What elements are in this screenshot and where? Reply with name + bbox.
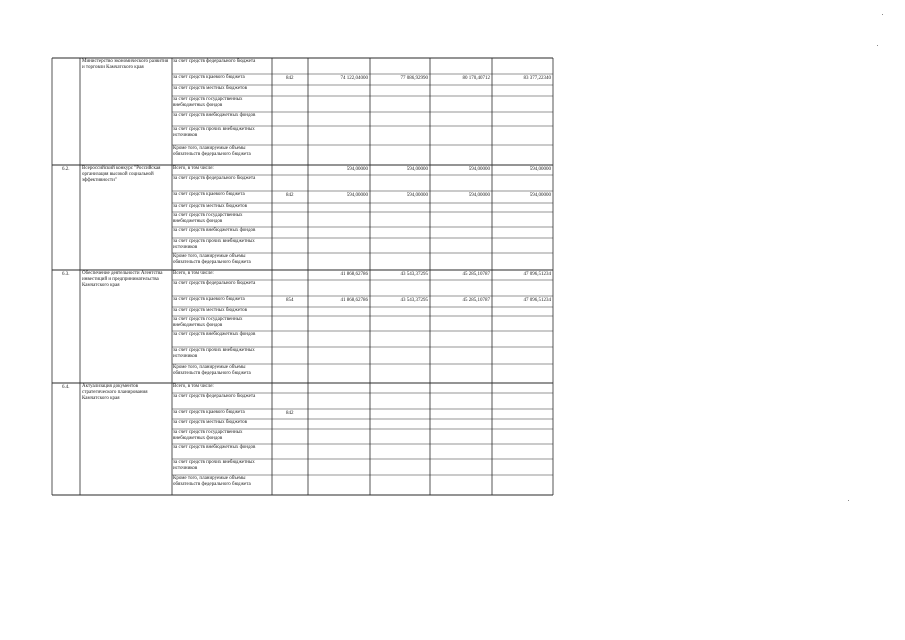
- row-number: 6.3.: [62, 272, 70, 277]
- scan-speck: [877, 45, 878, 46]
- budget-code: 842: [286, 76, 294, 81]
- budget-code: 854: [286, 298, 294, 303]
- source-label: Всего, в том числе:: [173, 384, 214, 389]
- scan-speck: [882, 14, 883, 15]
- amount-value: 45 285,10787: [462, 272, 490, 277]
- source-label: Всего, в том числе:: [173, 166, 214, 171]
- source-label: Кроме того, планируемые объемы обязательств федерального бюджета: [173, 146, 251, 157]
- amount-value: 43 543,37295: [400, 298, 428, 303]
- amount-value: 594,00000: [346, 167, 368, 172]
- source-label: за счет средств краевого бюджета: [173, 297, 245, 302]
- scan-speck: [848, 500, 849, 501]
- source-label: за счет средств внебюджетных фондов: [173, 445, 256, 450]
- amount-value: 594,00000: [406, 167, 428, 172]
- source-label: за счет средств внебюджетных фондов: [173, 228, 256, 233]
- source-label: за счет средств государственных внебюджетных фондов: [173, 430, 243, 441]
- amount-value: 41 868,62786: [340, 272, 368, 277]
- amount-value: 594,00000: [529, 193, 551, 198]
- source-label: за счет средств краевого бюджета: [173, 410, 245, 415]
- source-label: за счет средств прочих внебюджетных источников: [173, 460, 255, 471]
- source-label: за счет средств внебюджетных фондов: [173, 332, 256, 337]
- amount-value: 45 285,10787: [462, 298, 490, 303]
- source-label: за счет средств государственных внебюджетных фондов: [173, 317, 243, 328]
- amount-value: 594,00000: [468, 167, 490, 172]
- row-number: 6.2.: [62, 167, 70, 172]
- source-label: за счет средств прочих внебюджетных источников: [173, 348, 255, 359]
- source-label: за счет средств краевого бюджета: [173, 192, 245, 197]
- source-label: за счет средств местных бюджетов: [173, 308, 248, 313]
- source-label: за счет средств федерального бюджета: [173, 59, 256, 64]
- row-number: 6.4.: [62, 385, 70, 390]
- row-name: Актуализация документов стратегического планирования Камчатского края: [82, 384, 148, 401]
- amount-value: 80 170,40712: [462, 76, 490, 81]
- amount-value: 41 868,62786: [340, 298, 368, 303]
- row-name: Всероссийский конкурс "Российская организация высокой социальной эффективности": [82, 166, 161, 183]
- source-label: Кроме того, планируемые объемы обязательств федерального бюджета: [173, 254, 251, 265]
- source-label: Кроме того, планируемые объемы обязательств федерального бюджета: [173, 365, 251, 376]
- amount-value: 594,00000: [468, 193, 490, 198]
- source-label: за счет средств краевого бюджета: [173, 75, 245, 80]
- source-label: за счет средств прочих внебюджетных источников: [173, 239, 255, 250]
- row-name: Обеспечение деятельности Агентства инвестиций и предпринимательства Камчатского края: [82, 271, 163, 288]
- amount-value: 47 096,51234: [523, 272, 551, 277]
- source-label: за счет средств местных бюджетов: [173, 86, 248, 91]
- amount-value: 43 543,37295: [400, 272, 428, 277]
- amount-value: 77 086,92990: [400, 76, 428, 81]
- source-label: за счет средств государственных внебюджетных фондов: [173, 97, 243, 108]
- amount-value: 594,00000: [529, 167, 551, 172]
- source-label: за счет средств местных бюджетов: [173, 204, 248, 209]
- source-label: за счет средств федерального бюджета: [173, 176, 256, 181]
- row-name: Министерство экономического развития и торговли Камчатского края: [82, 59, 169, 70]
- amount-value: 74 122,04000: [340, 76, 368, 81]
- budget-code: 842: [286, 411, 294, 416]
- budget-code: 842: [286, 193, 294, 198]
- amount-value: 594,00000: [346, 193, 368, 198]
- source-label: Кроме того, планируемые объемы обязательств федерального бюджета: [173, 476, 251, 487]
- source-label: за счет средств внебюджетных фондов: [173, 113, 256, 118]
- source-label: за счет средств федерального бюджета: [173, 281, 256, 286]
- amount-value: 594,00000: [406, 193, 428, 198]
- source-label: за счет средств государственных внебюджетных фондов: [173, 213, 243, 224]
- amount-value: 83 377,22340: [523, 76, 551, 81]
- source-label: за счет средств федерального бюджета: [173, 394, 256, 399]
- amount-value: 47 096,51234: [523, 298, 551, 303]
- source-label: за счет средств местных бюджетов: [173, 420, 248, 425]
- source-label: Всего, в том числе:: [173, 271, 214, 276]
- source-label: за счет средств прочих внебюджетных источников: [173, 127, 255, 138]
